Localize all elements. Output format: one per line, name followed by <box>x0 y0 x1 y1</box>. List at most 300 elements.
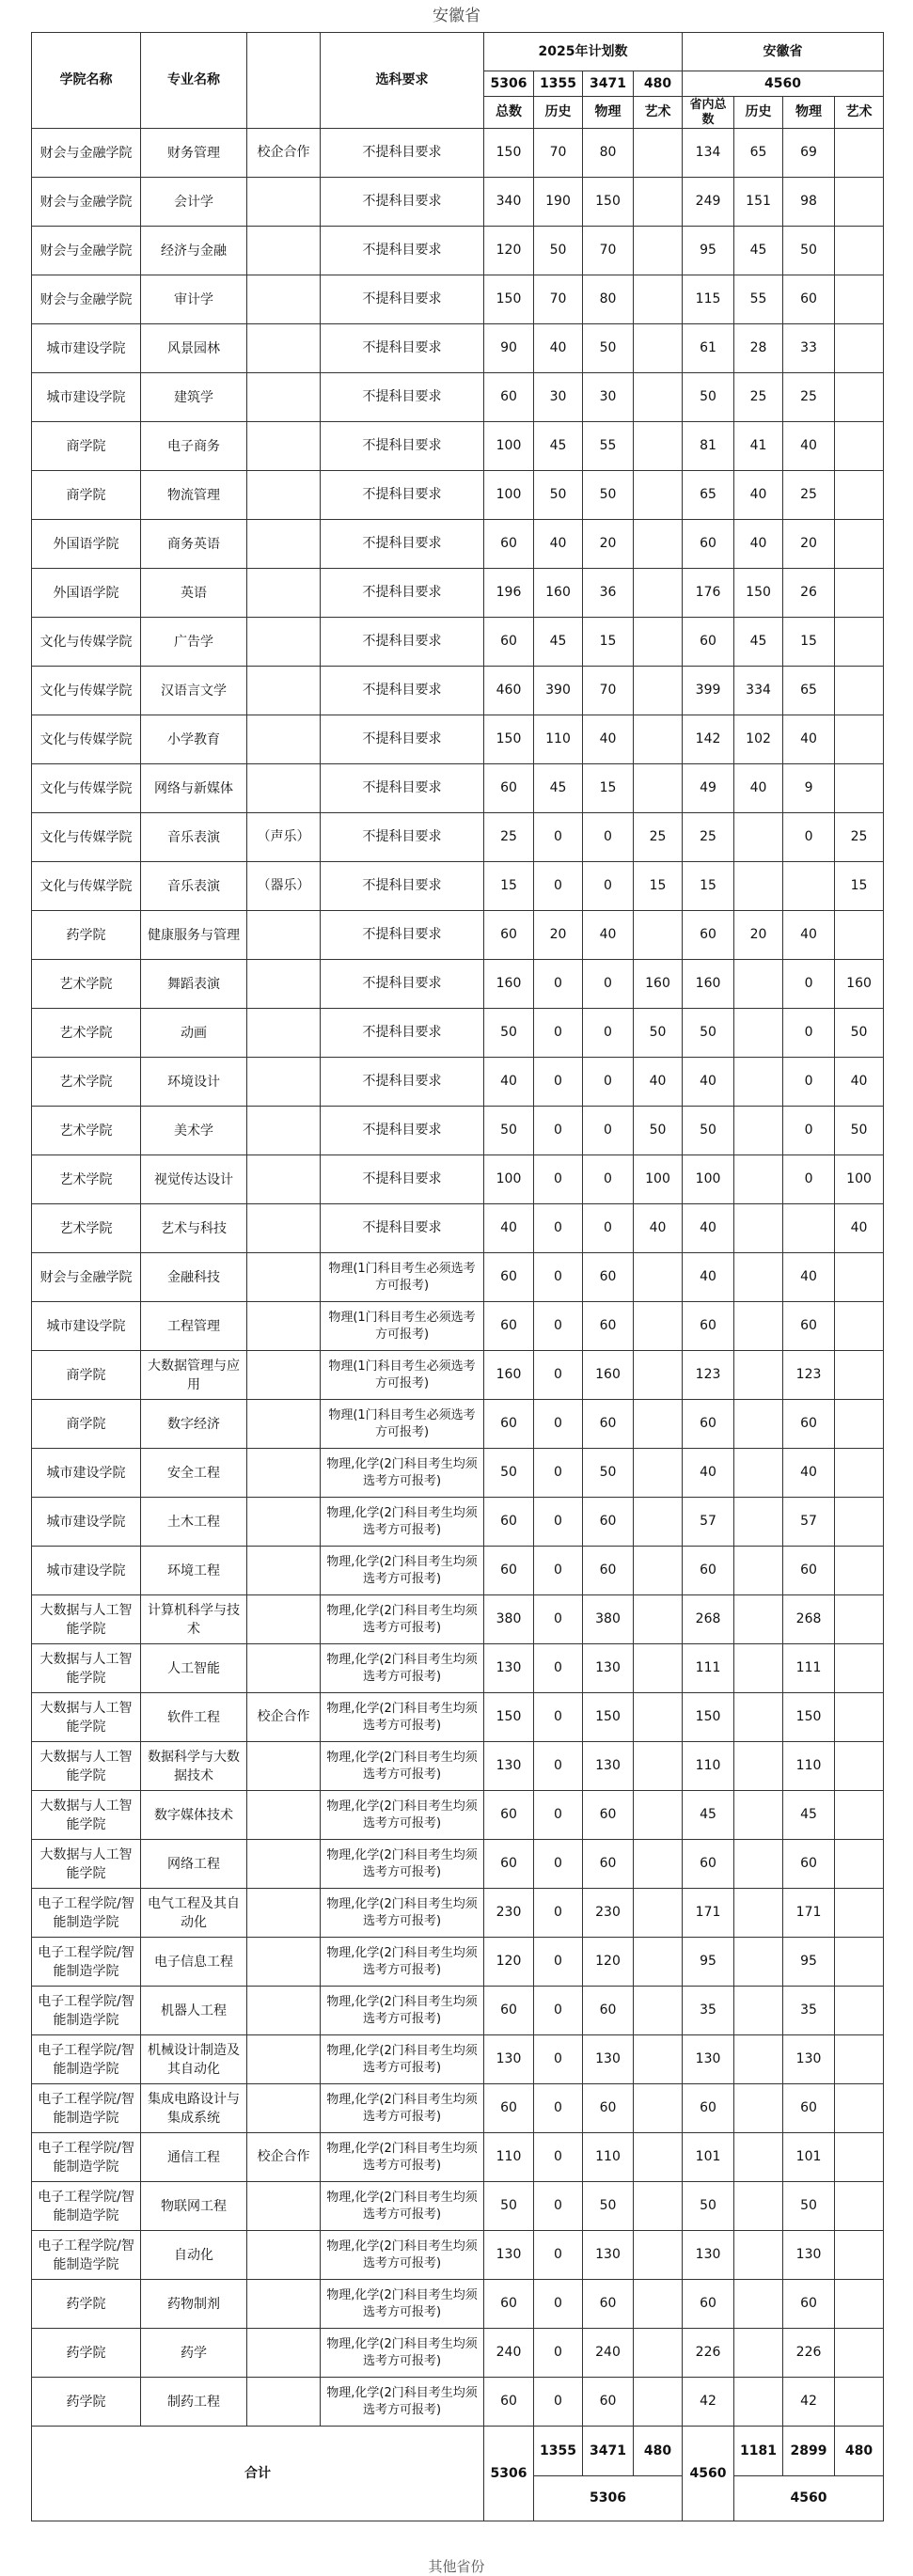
cell-college: 艺术学院 <box>32 1058 141 1107</box>
cell-major: 视觉传达设计 <box>141 1155 247 1204</box>
cell-note <box>247 1009 321 1058</box>
cell-prov-physics: 60 <box>783 1400 835 1449</box>
cell-prov-art <box>835 373 884 422</box>
cell-physics: 0 <box>583 960 634 1009</box>
cell-prov-history: 102 <box>734 715 783 764</box>
cell-college: 财会与金融学院 <box>32 1253 141 1302</box>
enrollment-plan-table <box>31 32 884 2521</box>
cell-college: 药学院 <box>32 2329 141 2378</box>
cell-note <box>247 569 321 618</box>
cell-history: 0 <box>534 1742 583 1791</box>
cell-prov-total: 226 <box>683 2329 734 2378</box>
cell-prov-total: 171 <box>683 1889 734 1938</box>
cell-prov-history <box>734 1155 783 1204</box>
table-row <box>32 667 884 715</box>
cell-note <box>247 422 321 471</box>
cell-major: 数据科学与大数据技术 <box>141 1742 247 1791</box>
cell-prov-total: 61 <box>683 324 734 373</box>
cell-total: 380 <box>484 1595 534 1644</box>
cell-prov-history: 40 <box>734 764 783 813</box>
cell-total: 460 <box>484 667 534 715</box>
cell-physics: 0 <box>583 1107 634 1155</box>
cell-history: 0 <box>534 1351 583 1400</box>
cell-note <box>247 1938 321 1987</box>
cell-requirement: 不提科目要求 <box>321 911 484 960</box>
cell-physics: 80 <box>583 129 634 178</box>
totals-label: 合计 <box>32 2427 484 2521</box>
cell-prov-art <box>835 471 884 520</box>
cell-prov-total: 65 <box>683 471 734 520</box>
sub-header-physics: 物理 <box>583 97 634 129</box>
cell-prov-total: 25 <box>683 813 734 862</box>
cell-total: 150 <box>484 129 534 178</box>
cell-total: 150 <box>484 275 534 324</box>
cell-prov-total: 134 <box>683 129 734 178</box>
table-row <box>32 1693 884 1742</box>
table-row <box>32 422 884 471</box>
cell-prov-art: 100 <box>835 1155 884 1204</box>
cell-requirement: 不提科目要求 <box>321 373 484 422</box>
cell-major: 药物制剂 <box>141 2280 247 2329</box>
cell-prov-art <box>835 1302 884 1351</box>
cell-college: 城市建设学院 <box>32 1302 141 1351</box>
cell-prov-history: 40 <box>734 520 783 569</box>
cell-history: 45 <box>534 618 583 667</box>
cell-prov-history <box>734 1009 783 1058</box>
cell-physics: 15 <box>583 618 634 667</box>
table-row <box>32 862 884 911</box>
cell-physics: 40 <box>583 715 634 764</box>
cell-requirement: 物理,化学(2门科目考生均须选考方可报考) <box>321 1840 484 1889</box>
cell-history: 0 <box>534 1204 583 1253</box>
sub-header-prov-total: 省内总数 <box>683 97 734 129</box>
cell-prov-history <box>734 1742 783 1791</box>
cell-requirement: 物理(1门科目考生必须选考方可报考) <box>321 1400 484 1449</box>
cell-total: 25 <box>484 813 534 862</box>
cell-prov-physics: 95 <box>783 1938 835 1987</box>
cell-note <box>247 1498 321 1547</box>
cell-major: 数字经济 <box>141 1400 247 1449</box>
cell-prov-total: 142 <box>683 715 734 764</box>
cell-college: 文化与传媒学院 <box>32 862 141 911</box>
cell-history: 0 <box>534 1547 583 1595</box>
cell-prov-total: 100 <box>683 1155 734 1204</box>
cell-prov-history: 45 <box>734 227 783 275</box>
cell-college: 大数据与人工智能学院 <box>32 1644 141 1693</box>
cell-requirement: 物理,化学(2门科目考生均须选考方可报考) <box>321 1889 484 1938</box>
cell-prov-art <box>835 1889 884 1938</box>
cell-history: 0 <box>534 960 583 1009</box>
cell-major: 药学 <box>141 2329 247 2378</box>
cell-physics: 0 <box>583 1009 634 1058</box>
cell-prov-total: 60 <box>683 2280 734 2329</box>
cell-physics: 110 <box>583 2133 634 2182</box>
cell-major: 音乐表演 <box>141 813 247 862</box>
cell-total: 60 <box>484 2378 534 2427</box>
cell-physics: 80 <box>583 275 634 324</box>
requirement-header: 选科要求 <box>321 33 484 129</box>
cell-prov-physics: 130 <box>783 2035 835 2084</box>
cell-total: 100 <box>484 1155 534 1204</box>
table-row <box>32 2378 884 2427</box>
cell-college: 商学院 <box>32 1351 141 1400</box>
note-header <box>247 33 321 129</box>
cell-prov-total: 40 <box>683 1253 734 1302</box>
cell-college: 文化与传媒学院 <box>32 715 141 764</box>
cell-history: 0 <box>534 1107 583 1155</box>
cell-requirement: 不提科目要求 <box>321 1155 484 1204</box>
table-row <box>32 1644 884 1693</box>
cell-prov-art <box>835 667 884 715</box>
cell-college: 城市建设学院 <box>32 1547 141 1595</box>
cell-note <box>247 764 321 813</box>
cell-major: 物联网工程 <box>141 2182 247 2231</box>
cell-art <box>634 178 683 227</box>
cell-prov-total: 60 <box>683 1547 734 1595</box>
cell-prov-history <box>734 1204 783 1253</box>
cell-college: 电子工程学院/智能制造学院 <box>32 2084 141 2133</box>
cell-art <box>634 129 683 178</box>
cell-requirement: 不提科目要求 <box>321 422 484 471</box>
cell-college: 电子工程学院/智能制造学院 <box>32 2133 141 2182</box>
cell-physics: 15 <box>583 764 634 813</box>
totals-prov-physics: 2899 <box>783 2427 835 2476</box>
cell-physics: 60 <box>583 2280 634 2329</box>
table-row <box>32 813 884 862</box>
cell-prov-physics: 0 <box>783 813 835 862</box>
cell-college: 药学院 <box>32 2280 141 2329</box>
cell-total: 50 <box>484 1449 534 1498</box>
cell-physics: 60 <box>583 1987 634 2035</box>
cell-history: 0 <box>534 1449 583 1498</box>
cell-history: 45 <box>534 422 583 471</box>
cell-prov-history <box>734 1693 783 1742</box>
cell-requirement: 物理,化学(2门科目考生均须选考方可报考) <box>321 2035 484 2084</box>
cell-college: 城市建设学院 <box>32 1449 141 1498</box>
cell-history: 0 <box>534 2084 583 2133</box>
cell-history: 0 <box>534 1155 583 1204</box>
totals-prov-sum: 4560 <box>734 2476 884 2521</box>
cell-total: 110 <box>484 2133 534 2182</box>
cell-major: 美术学 <box>141 1107 247 1155</box>
cell-prov-physics: 0 <box>783 1009 835 1058</box>
cell-physics: 130 <box>583 2231 634 2280</box>
cell-history: 390 <box>534 667 583 715</box>
cell-prov-total: 60 <box>683 911 734 960</box>
cell-prov-art <box>835 569 884 618</box>
cell-prov-total: 399 <box>683 667 734 715</box>
cell-total: 60 <box>484 1302 534 1351</box>
table-row <box>32 1009 884 1058</box>
cell-college: 电子工程学院/智能制造学院 <box>32 1938 141 1987</box>
totals-section <box>32 2427 884 2521</box>
cell-prov-total: 160 <box>683 960 734 1009</box>
cell-prov-history: 55 <box>734 275 783 324</box>
cell-physics: 30 <box>583 373 634 422</box>
cell-art <box>634 227 683 275</box>
cell-history: 0 <box>534 2182 583 2231</box>
cell-requirement: 物理,化学(2门科目考生均须选考方可报考) <box>321 2378 484 2427</box>
table-row <box>32 1253 884 1302</box>
cell-art <box>634 1987 683 2035</box>
plan-physics-top: 3471 <box>583 71 634 97</box>
table-row <box>32 911 884 960</box>
cell-note <box>247 1058 321 1107</box>
cell-note <box>247 2378 321 2427</box>
footer-note: 其他省份 <box>428 2558 485 2575</box>
table-row <box>32 2133 884 2182</box>
cell-history: 0 <box>534 1498 583 1547</box>
cell-art <box>634 1351 683 1400</box>
cell-requirement: 不提科目要求 <box>321 471 484 520</box>
cell-art: 15 <box>634 862 683 911</box>
cell-major: 广告学 <box>141 618 247 667</box>
cell-prov-art <box>835 275 884 324</box>
cell-major: 金融科技 <box>141 1253 247 1302</box>
cell-art <box>634 667 683 715</box>
cell-note <box>247 2280 321 2329</box>
cell-history: 0 <box>534 1889 583 1938</box>
cell-history: 0 <box>534 1009 583 1058</box>
cell-art <box>634 569 683 618</box>
cell-prov-physics: 60 <box>783 2280 835 2329</box>
cell-prov-art <box>835 324 884 373</box>
cell-art <box>634 1547 683 1595</box>
cell-physics: 120 <box>583 1938 634 1987</box>
cell-requirement: 物理,化学(2门科目考生均须选考方可报考) <box>321 1938 484 1987</box>
cell-physics: 0 <box>583 862 634 911</box>
table-row <box>32 1840 884 1889</box>
cell-requirement: 物理,化学(2门科目考生均须选考方可报考) <box>321 2084 484 2133</box>
cell-art <box>634 764 683 813</box>
cell-physics: 60 <box>583 1400 634 1449</box>
cell-prov-art <box>835 1400 884 1449</box>
totals-prov-art: 480 <box>835 2427 884 2476</box>
cell-major: 审计学 <box>141 275 247 324</box>
cell-note: 校企合作 <box>247 129 321 178</box>
cell-total: 50 <box>484 1107 534 1155</box>
cell-art: 50 <box>634 1107 683 1155</box>
cell-history: 0 <box>534 1302 583 1351</box>
cell-prov-history <box>734 1107 783 1155</box>
cell-art <box>634 471 683 520</box>
cell-prov-art <box>835 2133 884 2182</box>
cell-total: 60 <box>484 1547 534 1595</box>
cell-physics: 0 <box>583 1155 634 1204</box>
cell-prov-total: 50 <box>683 1107 734 1155</box>
cell-physics: 50 <box>583 1449 634 1498</box>
cell-physics: 60 <box>583 1547 634 1595</box>
cell-history: 0 <box>534 1693 583 1742</box>
cell-prov-physics: 60 <box>783 275 835 324</box>
cell-prov-total: 40 <box>683 1449 734 1498</box>
cell-total: 60 <box>484 1253 534 1302</box>
cell-college: 大数据与人工智能学院 <box>32 1742 141 1791</box>
cell-note <box>247 1791 321 1840</box>
table-row <box>32 129 884 178</box>
cell-prov-physics: 25 <box>783 373 835 422</box>
cell-history: 0 <box>534 1644 583 1693</box>
cell-prov-total: 60 <box>683 520 734 569</box>
cell-requirement: 物理,化学(2门科目考生均须选考方可报考) <box>321 1742 484 1791</box>
cell-major: 健康服务与管理 <box>141 911 247 960</box>
cell-prov-physics: 35 <box>783 1987 835 2035</box>
cell-prov-physics: 15 <box>783 618 835 667</box>
cell-physics: 0 <box>583 813 634 862</box>
cell-major: 汉语言文学 <box>141 667 247 715</box>
cell-physics: 36 <box>583 569 634 618</box>
cell-note <box>247 2084 321 2133</box>
cell-physics: 60 <box>583 2084 634 2133</box>
cell-note <box>247 1595 321 1644</box>
cell-art: 25 <box>634 813 683 862</box>
cell-history: 70 <box>534 275 583 324</box>
table-row <box>32 1058 884 1107</box>
cell-history: 40 <box>534 324 583 373</box>
totals-prov-total: 4560 <box>683 2427 734 2521</box>
totals-plan-history: 1355 <box>534 2427 583 2476</box>
cell-college: 大数据与人工智能学院 <box>32 1595 141 1644</box>
table-row <box>32 373 884 422</box>
cell-total: 120 <box>484 227 534 275</box>
cell-prov-physics: 60 <box>783 2084 835 2133</box>
cell-prov-art: 25 <box>835 813 884 862</box>
cell-requirement: 物理,化学(2门科目考生均须选考方可报考) <box>321 1498 484 1547</box>
cell-requirement: 物理,化学(2门科目考生均须选考方可报考) <box>321 2231 484 2280</box>
cell-note <box>247 227 321 275</box>
table-row <box>32 1889 884 1938</box>
cell-major: 人工智能 <box>141 1644 247 1693</box>
cell-prov-art <box>835 422 884 471</box>
cell-physics: 60 <box>583 1840 634 1889</box>
cell-prov-physics: 40 <box>783 1253 835 1302</box>
cell-major: 制药工程 <box>141 2378 247 2427</box>
cell-art <box>634 2084 683 2133</box>
cell-prov-art <box>835 2035 884 2084</box>
cell-art <box>634 911 683 960</box>
cell-note <box>247 275 321 324</box>
cell-prov-history <box>734 1987 783 2035</box>
cell-prov-history <box>734 1058 783 1107</box>
table-row <box>32 2035 884 2084</box>
table-row <box>32 1204 884 1253</box>
cell-college: 财会与金融学院 <box>32 275 141 324</box>
cell-prov-physics: 0 <box>783 1107 835 1155</box>
cell-prov-art <box>835 1595 884 1644</box>
cell-physics: 50 <box>583 2182 634 2231</box>
cell-college: 电子工程学院/智能制造学院 <box>32 1889 141 1938</box>
cell-major: 环境设计 <box>141 1058 247 1107</box>
cell-prov-total: 15 <box>683 862 734 911</box>
cell-total: 150 <box>484 715 534 764</box>
cell-prov-art <box>835 1498 884 1547</box>
cell-prov-history <box>734 1889 783 1938</box>
cell-history: 0 <box>534 1840 583 1889</box>
cell-prov-physics: 268 <box>783 1595 835 1644</box>
cell-note <box>247 178 321 227</box>
cell-total: 50 <box>484 1009 534 1058</box>
cell-prov-history: 20 <box>734 911 783 960</box>
cell-prov-art <box>835 1987 884 2035</box>
totals-prov-history: 1181 <box>734 2427 783 2476</box>
cell-art <box>634 324 683 373</box>
cell-college: 文化与传媒学院 <box>32 764 141 813</box>
cell-prov-history <box>734 1400 783 1449</box>
cell-prov-art: 50 <box>835 1107 884 1155</box>
cell-total: 60 <box>484 764 534 813</box>
cell-requirement: 物理,化学(2门科目考生均须选考方可报考) <box>321 2133 484 2182</box>
cell-art <box>634 1693 683 1742</box>
cell-note <box>247 667 321 715</box>
cell-prov-total: 101 <box>683 2133 734 2182</box>
cell-prov-art <box>835 911 884 960</box>
cell-prov-physics <box>783 1204 835 1253</box>
cell-physics: 40 <box>583 911 634 960</box>
cell-prov-physics: 111 <box>783 1644 835 1693</box>
cell-history: 0 <box>534 1253 583 1302</box>
cell-prov-art <box>835 1742 884 1791</box>
cell-note <box>247 1987 321 2035</box>
cell-total: 196 <box>484 569 534 618</box>
cell-requirement: 物理,化学(2门科目考生均须选考方可报考) <box>321 1987 484 2035</box>
cell-prov-art <box>835 764 884 813</box>
cell-prov-total: 49 <box>683 764 734 813</box>
table-row <box>32 1351 884 1400</box>
cell-prov-history: 40 <box>734 471 783 520</box>
cell-art <box>634 1595 683 1644</box>
cell-requirement: 不提科目要求 <box>321 1058 484 1107</box>
cell-college: 商学院 <box>32 471 141 520</box>
cell-note <box>247 1400 321 1449</box>
cell-requirement: 不提科目要求 <box>321 667 484 715</box>
cell-college: 大数据与人工智能学院 <box>32 1693 141 1742</box>
cell-art <box>634 2329 683 2378</box>
cell-history: 0 <box>534 1595 583 1644</box>
table-row <box>32 1791 884 1840</box>
cell-art: 100 <box>634 1155 683 1204</box>
table-row <box>32 2329 884 2378</box>
cell-prov-art <box>835 227 884 275</box>
cell-note <box>247 1547 321 1595</box>
table-row <box>32 1498 884 1547</box>
cell-prov-history <box>734 2280 783 2329</box>
table-row <box>32 764 884 813</box>
cell-college: 商学院 <box>32 422 141 471</box>
cell-prov-physics: 40 <box>783 715 835 764</box>
cell-prov-total: 57 <box>683 1498 734 1547</box>
cell-prov-total: 268 <box>683 1595 734 1644</box>
cell-prov-history <box>734 1253 783 1302</box>
cell-physics: 380 <box>583 1595 634 1644</box>
cell-physics: 0 <box>583 1204 634 1253</box>
cell-physics: 60 <box>583 1302 634 1351</box>
cell-prov-art <box>835 1938 884 1987</box>
cell-major: 会计学 <box>141 178 247 227</box>
cell-history: 0 <box>534 2231 583 2280</box>
cell-art: 50 <box>634 1009 683 1058</box>
cell-total: 60 <box>484 1987 534 2035</box>
cell-prov-art <box>835 2182 884 2231</box>
cell-prov-physics: 50 <box>783 227 835 275</box>
cell-prov-history: 41 <box>734 422 783 471</box>
cell-prov-physics: 50 <box>783 2182 835 2231</box>
table-row <box>32 1938 884 1987</box>
cell-prov-physics: 45 <box>783 1791 835 1840</box>
cell-prov-total: 60 <box>683 1840 734 1889</box>
table-row <box>32 569 884 618</box>
plan-2025-header: 2025年计划数 <box>484 33 683 71</box>
cell-college: 城市建设学院 <box>32 324 141 373</box>
